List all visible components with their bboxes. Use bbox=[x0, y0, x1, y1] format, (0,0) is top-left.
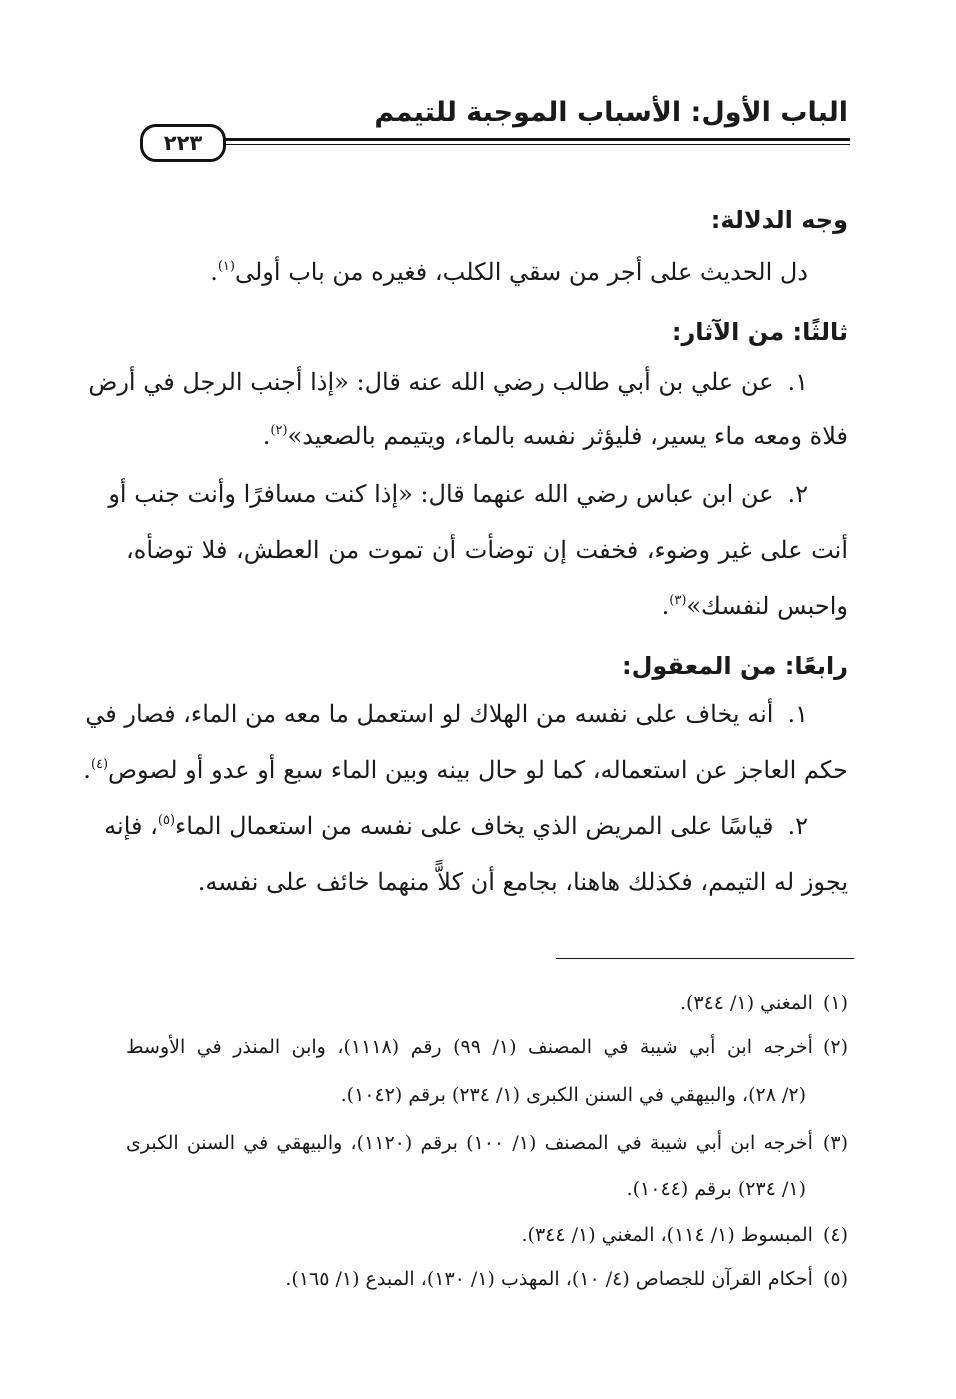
footnote-ref-2[interactable]: (٢) bbox=[270, 423, 288, 438]
athar-2-number: ٢. bbox=[787, 480, 808, 508]
maqul-2-number: ٢. bbox=[787, 812, 808, 840]
footnote-1-number: (١) bbox=[822, 992, 848, 1014]
footnote-ref-5[interactable]: (٥) bbox=[157, 813, 176, 828]
maqul-1-line-1: ١.أنه يخاف على نفسه من الهلاك لو استعمل ما معه من الماء، فصار في bbox=[85, 700, 808, 728]
footnote-4-number: (٤) bbox=[822, 1224, 848, 1246]
maqul-2-line-2: يجوز له التيمم، فكذلك هاهنا، بجامع أن كلاًّ منهما خائف على نفسه. bbox=[197, 868, 848, 896]
athar-2-line-2: أنت على غير وضوء، فخفت إن توضأت أن تموت من العطش، فلا توضأه، bbox=[126, 536, 848, 564]
footnote-3-number: (٣) bbox=[822, 1132, 848, 1154]
footnote-separator bbox=[556, 958, 854, 959]
header-rule bbox=[218, 138, 850, 145]
footnote-4: (٤)المبسوط (١/ ١١٤)، المغني (١/ ٣٤٤). bbox=[521, 1224, 848, 1246]
athar-1-number: ١. bbox=[787, 368, 808, 396]
footnote-3-line-1: (٣)أخرجه ابن أبي شيبة في المصنف (١/ ١٠٠) برقم (١١٢٠)، والبيهقي في السنن الكبرى bbox=[126, 1132, 848, 1154]
maqul-1-number: ١. bbox=[787, 700, 808, 728]
athar-1-line-1: ١.عن علي بن أبي طالب رضي الله عنه قال: «إذا أجنب الرجل في أرض bbox=[88, 368, 808, 396]
heading-wajh: وجه الدلالة: bbox=[710, 206, 848, 234]
page-number: ٢٢٣ bbox=[140, 124, 226, 162]
maqul-1-line-2: حكم العاجز عن استعماله، كما لو حال بينه وبين الماء سبع أو عدو أو لصوص$^{(٤)}$. bbox=[83, 756, 848, 784]
athar-2-line-3: واحبس لنفسك»$^{(٣)}$. bbox=[661, 592, 848, 620]
footnote-5: (٥)أحكام القرآن للجصاص (٤/ ١٠)، المهذب (١/ ١٣٠)، المبدع (١/ ١٦٥). bbox=[285, 1268, 848, 1290]
footnote-2-number: (٢) bbox=[822, 1036, 848, 1058]
footnote-2-line-1: (٢)أخرجه ابن أبي شيبة في المصنف (١/ ٩٩) رقم (١١١٨)، وابن المنذر في الأوسط bbox=[126, 1036, 848, 1058]
footnote-ref-1[interactable]: (١) bbox=[217, 259, 235, 274]
maqul-2-line-1: ٢.قياسًا على المريض الذي يخاف على نفسه من استعمال الماء$^{(٥)}$، فإنه bbox=[104, 812, 808, 840]
footnote-5-number: (٥) bbox=[822, 1268, 848, 1290]
footnote-ref-3[interactable]: (٣) bbox=[669, 593, 687, 608]
footnote-1: (١)المغني (١/ ٣٤٤). bbox=[679, 992, 848, 1014]
footnote-3-line-2: (١/ ٢٣٤) برقم (١٠٤٤). bbox=[626, 1178, 806, 1200]
athar-2-line-1: ٢.عن ابن عباس رضي الله عنهما قال: «إذا كنت مسافرًا وأنت جنب أو bbox=[108, 480, 808, 508]
heading-rabi: رابعًا: من المعقول: bbox=[622, 652, 848, 680]
athar-1-line-2: فلاة ومعه ماء يسير، فليؤثر نفسه بالماء، ويتيمم بالصعيد»$^{(٢)}$. bbox=[262, 422, 848, 450]
heading-thalith: ثالثًا: من الآثار: bbox=[671, 318, 848, 346]
footnote-ref-4[interactable]: (٤) bbox=[90, 757, 109, 772]
wajh-paragraph: دل الحديث على أجر من سقي الكلب، فغيره من باب أولى$^{(١)}$. bbox=[210, 258, 808, 286]
running-header-title: الباب الأول: الأسباب الموجبة للتيمم bbox=[374, 97, 848, 128]
wajh-text: دل الحديث على أجر من سقي الكلب، فغيره من باب أولى bbox=[234, 258, 808, 286]
footnote-2-line-2: (٢/ ٢٨)، والبيهقي في السنن الكبرى (١/ ٢٣٤) برقم (١٠٤٢). bbox=[340, 1084, 806, 1106]
